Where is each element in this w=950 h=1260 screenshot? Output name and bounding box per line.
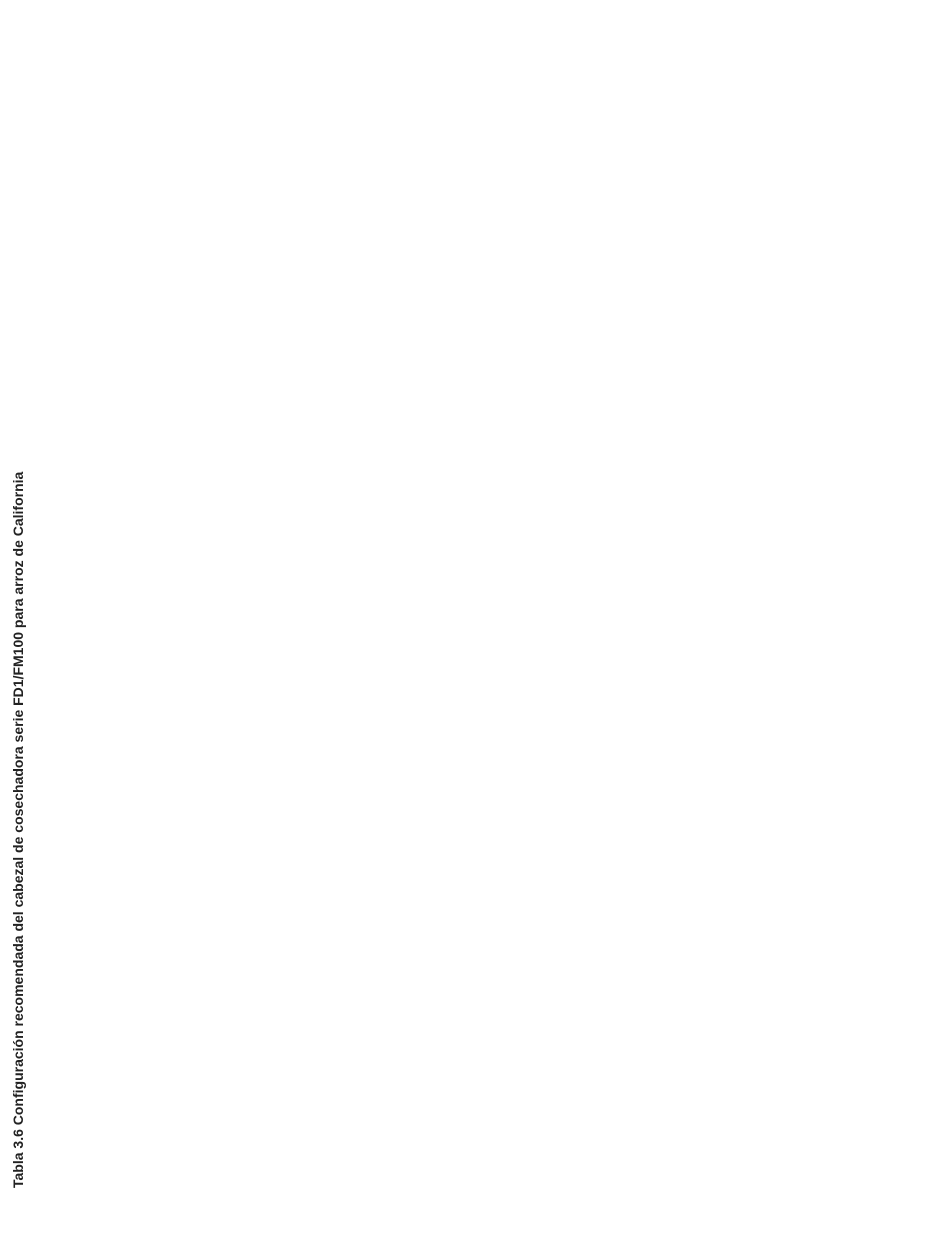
table-title: Tabla 3.6 Configuración recomendada del cabezal de cosechadora serie FD1/FM100 para arroz de California (10, 471, 26, 1188)
